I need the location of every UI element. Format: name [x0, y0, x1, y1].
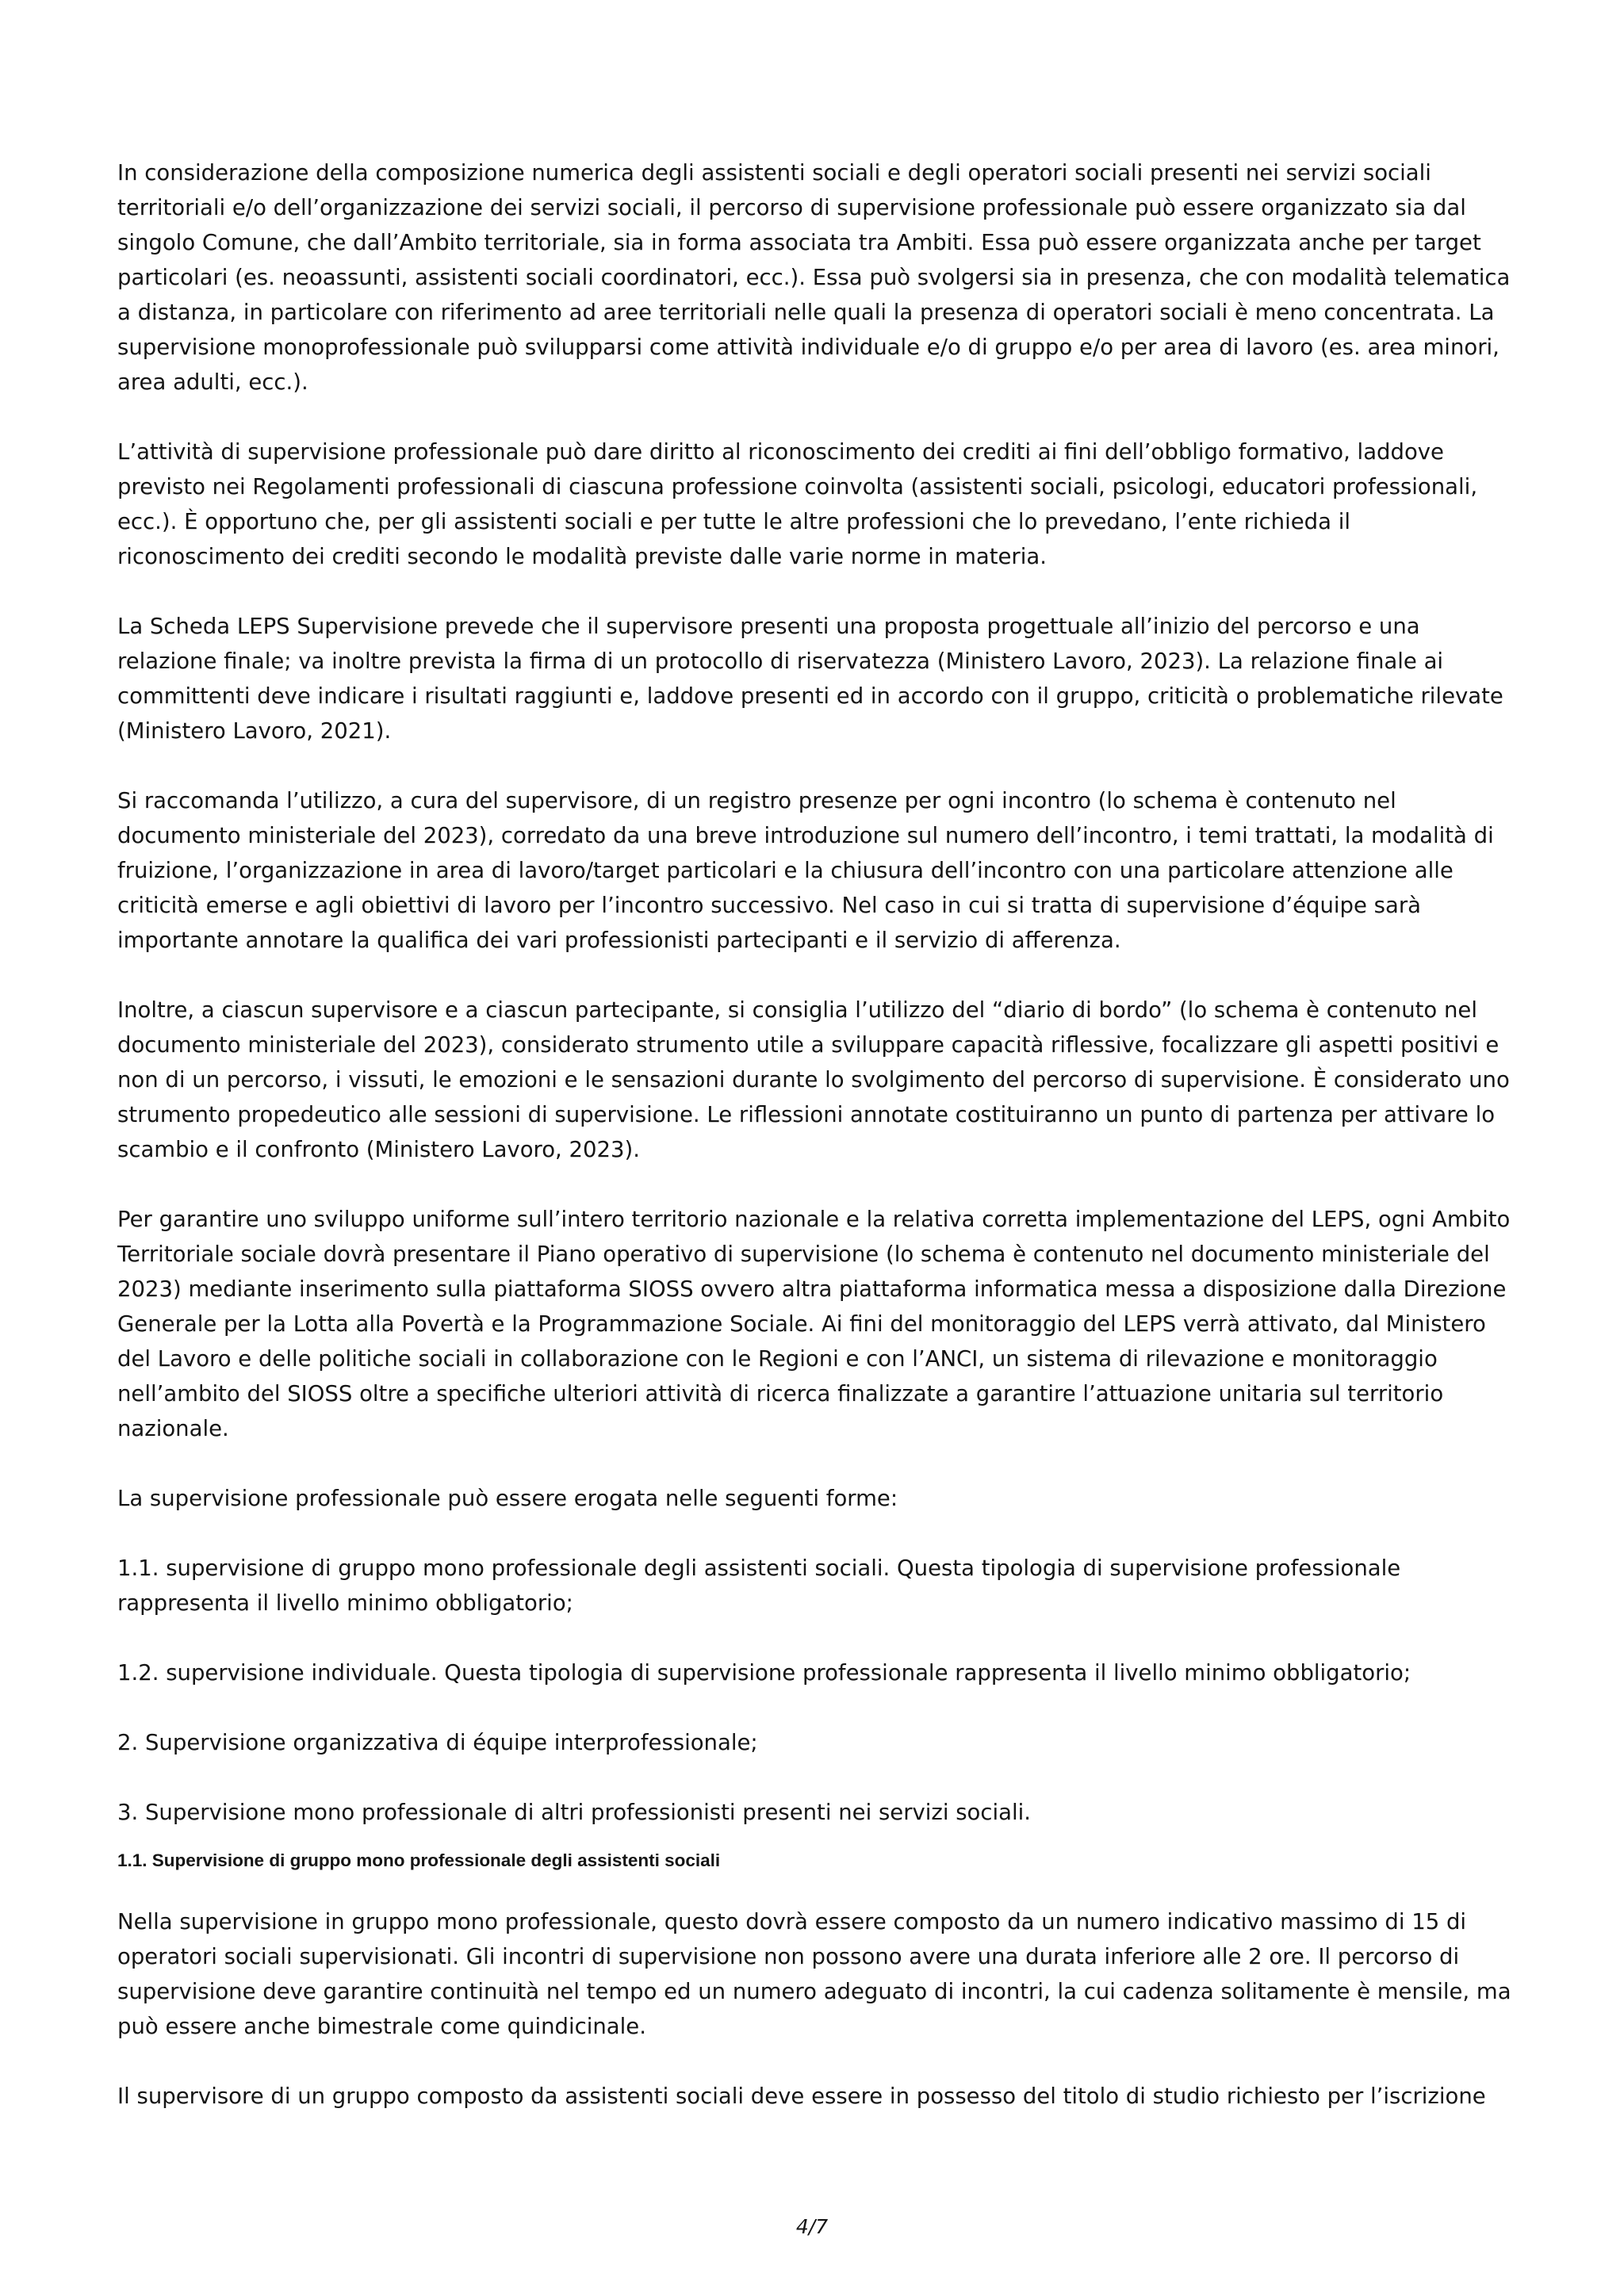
list-item-1-1: 1.1. supervisione di gruppo mono professionale degli assistenti sociali. Questa tipologia di supervisione professionale rappresenta il livello minimo obbligatorio; — [117, 1556, 1401, 1616]
paragraph-registro-presenze: Si raccomanda l’utilizzo, a cura del supervisore, di un registro presenze per ogni incontro (lo schema è contenuto nel documento ministeriale del 2023), corredato da una breve introduzione sul numero dell’incontro, i temi trattati, la modalità di fruizione, l’organizzazione in area di lavoro/target particolari e la chiusura dell’incontro con una particolare attenzione alle criticità emerse e agli obiettivi di lavoro per l’incontro successivo. Nel caso in cui si tratta di supervisione d’équipe sarà importante annotare la qualifica dei vari professionisti partecipanti e il servizio di afferenza. — [117, 788, 1494, 953]
page-number: 4/7 — [795, 2215, 829, 2238]
document-body — [117, 155, 1521, 2149]
paragraph-piano-operativo: Per garantire uno sviluppo uniforme sull’intero territorio nazionale e la relativa corretta implementazione del LEPS, ogni Ambito Territoriale sociale dovrà presentare il Piano operativo di supervisione (lo schema è contenuto nel documento ministeriale del 2023) mediante inserimento sulla piattaforma SIOSS ovvero altra piattaforma informatica messa a disposizione dalla Direzione Generale per la Lotta alla Povertà e la Programmazione Sociale. Ai fini del monitoraggio del LEPS verrà attivato, dal Ministero del Lavoro e delle politiche sociali in collaborazione con le Regioni e con l’ANCI, un sistema di rilevazione e monitoraggio nell’ambito del SIOSS oltre a specifiche ulteriori attività di ricerca finalizzate a garantire l’attuazione unitaria sul territorio nazionale. — [117, 1207, 1511, 1441]
paragraph-gruppo-mono: Nella supervisione in gruppo mono professionale, questo dovrà essere composto da un numero indicativo massimo di 15 di operatori sociali supervisionati. Gli incontri di supervisione non possono avere una durata inferiore alle 2 ore. Il percorso di supervisione deve garantire continuità nel tempo ed un numero adeguato di incontri, la cui cadenza solitamente è mensile, ma può essere anche bimestrale come quindicinale. — [117, 1909, 1511, 2039]
paragraph-scheda-leps: La Scheda LEPS Supervisione prevede che il supervisore presenti una proposta progettuale all’inizio del percorso e una relazione finale; va inoltre prevista la firma di un protocollo di riservatezza (Ministero Lavoro, 2023). La relazione finale ai committenti deve indicare i risultati raggiunti e, laddove presenti ed in accordo con il gruppo, criticità o problematiche rilevate (Ministero Lavoro, 2021). — [117, 614, 1503, 744]
list-item-3: 3. Supervisione mono professionale di altri professionisti presenti nei servizi sociali. — [117, 1800, 1032, 1825]
list-item-2: 2. Supervisione organizzativa di équipe interprofessionale; — [117, 1730, 758, 1755]
paragraph-organizzazione: In considerazione della composizione numerica degli assistenti sociali e degli operatori sociali presenti nei servizi sociali territoriali e/o dell’organizzazione dei servizi sociali, il percorso di supervisione professionale può essere organizzato sia dal singolo Comune, che dall’Ambito territoriale, sia in forma associata tra Ambiti. Essa può essere organizzata anche per target particolari (es. neoassunti, assistenti sociali coordinatori, ecc.). Essa può svolgersi sia in presenza, che con modalità telematica a distanza, in particolare con riferimento ad aree territoriali nelle quali la presenza di operatori sociali è meno concentrata. La supervisione monoprofessionale può svilupparsi come attività individuale e/o di gruppo e/o per area di lavoro (es. area minori, area adulti, ecc.). — [117, 160, 1511, 395]
paragraph-supervisore-titolo: Il supervisore di un gruppo composto da assistenti sociali deve essere in possesso del titolo di studio richiesto per l’iscrizione — [117, 2084, 1486, 2109]
section-heading: 1.1. Supervisione di gruppo mono professionale degli assistenti sociali — [117, 1850, 721, 1870]
paragraph-forme-intro: La supervisione professionale può essere erogata nelle seguenti forme: — [117, 1486, 898, 1511]
paragraph-diario-di-bordo: Inoltre, a ciascun supervisore e a ciascun partecipante, si consiglia l’utilizzo del “diario di bordo” (lo schema è contenuto nel documento ministeriale del 2023), considerato strumento utile a sviluppare capacità riflessive, focalizzare gli aspetti positivi e non di un percorso, i vissuti, le emozioni e le sensazioni durante lo svolgimento del percorso di supervisione. È considerato uno strumento propedeutico alle sessioni di supervisione. Le riflessioni annotate costituiranno un punto di partenza per attivare lo scambio e il confronto (Ministero Lavoro, 2023). — [117, 997, 1510, 1162]
paragraph-crediti: L’attività di supervisione professionale può dare diritto al riconoscimento dei crediti ai fini dell’obbligo formativo, laddove previsto nei Regolamenti professionali di ciascuna professione coinvolta (assistenti sociali, psicologi, educatori professionali, ecc.). È opportuno che, per gli assistenti sociali e per tutte le altre professioni che lo prevedano, l’ente richieda il riconoscimento dei crediti secondo le modalità previste dalle varie norme in materia. — [117, 439, 1478, 569]
list-item-1-2: 1.2. supervisione individuale. Questa tipologia di supervisione professionale rappresenta il livello minimo obbligatorio; — [117, 1660, 1411, 1686]
